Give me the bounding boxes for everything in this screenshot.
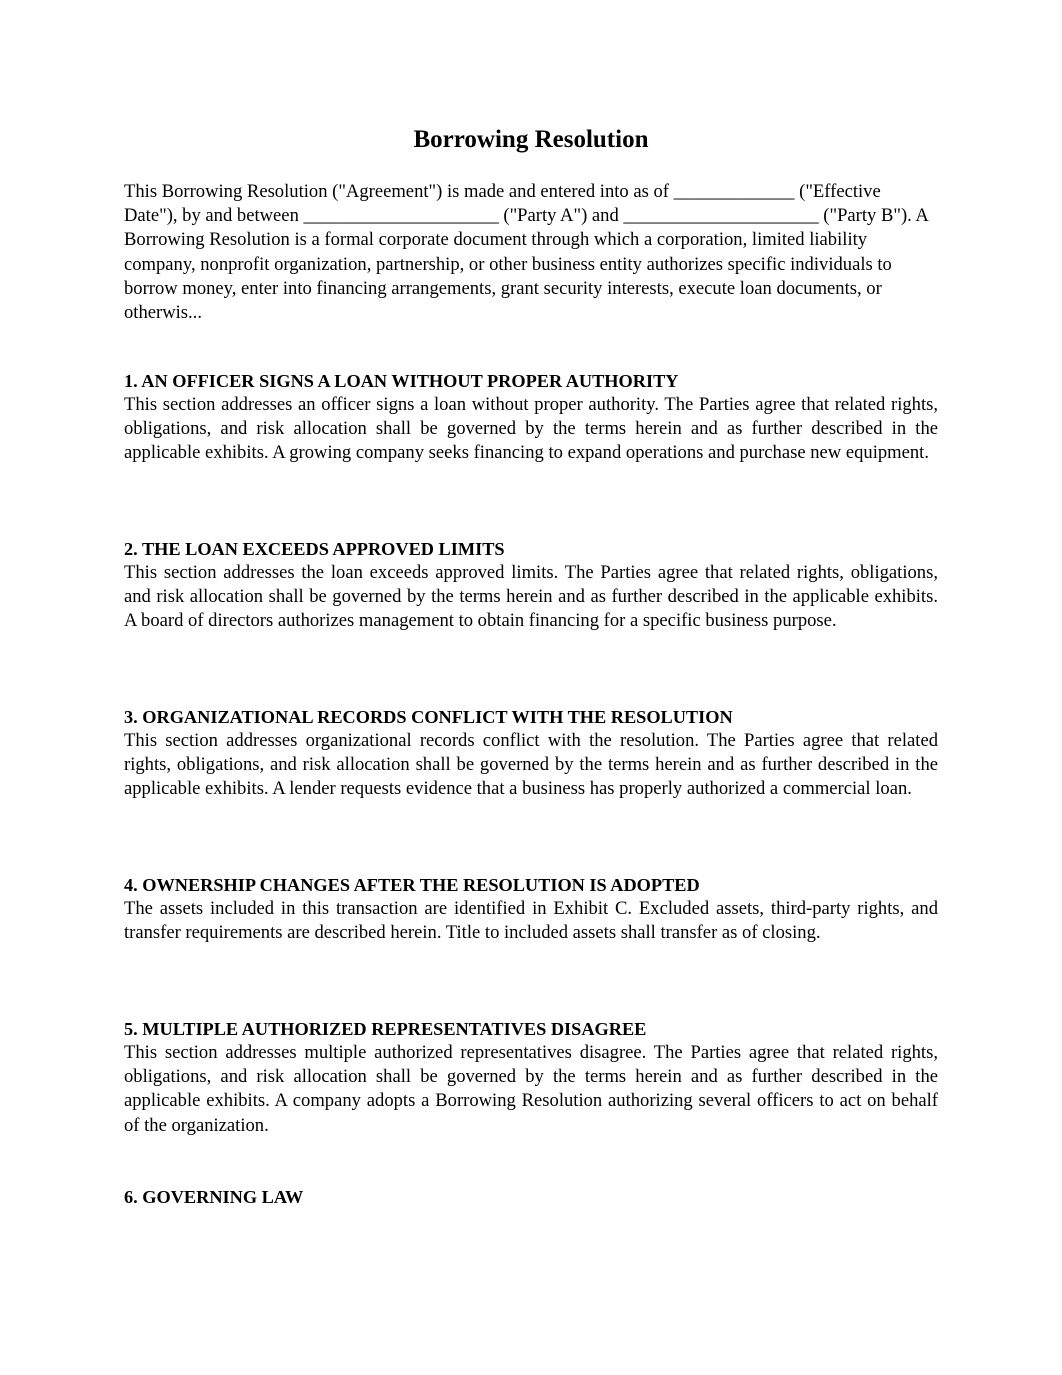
- section-heading: 3. ORGANIZATIONAL RECORDS CONFLICT WITH THE RESOLUTION: [124, 707, 733, 727]
- section-body: This section addresses organizational records conflict with the resolution. The Parties agree that related rights, obligations, and risk allocation shall be governed by the terms herein and as further described in the applicable exhibits. A lender requests evidence that a business has properly authorized a commercial loan.: [124, 730, 938, 800]
- section-6: [124, 1185, 938, 1209]
- section-5: [124, 1017, 938, 1138]
- section-heading: 1. AN OFFICER SIGNS A LOAN WITHOUT PROPER AUTHORITY: [124, 371, 679, 391]
- section-heading: 6. GOVERNING LAW: [124, 1187, 304, 1207]
- section-heading: 4. OWNERSHIP CHANGES AFTER THE RESOLUTION IS ADOPTED: [124, 875, 700, 895]
- intro-paragraph: This Borrowing Resolution ("Agreement") is made and entered into as of _____________ ("Effective Date"), by and between _____________________ ("Party A") and _____________________ ("Party B"). A Borrowing Resolution is a formal corporate document through which a corporation, limited liability company, nonprofit organization, partnership, or other business entity authorizes specific individuals to borrow money, enter into financing arrangements, grant security interests, execute loan documents, or otherwis...: [124, 181, 928, 324]
- section-3: [124, 705, 938, 802]
- section-body: This section addresses the loan exceeds approved limits. The Parties agree that related rights, obligations, and risk allocation shall be governed by the terms herein and as further described in the applicable exhibits. A board of directors authorizes management to obtain financing for a specific business purpose.: [124, 562, 938, 632]
- section-2: [124, 537, 938, 634]
- section-1: [124, 369, 938, 466]
- section-4: [124, 873, 938, 945]
- section-body: This section addresses multiple authorized representatives disagree. The Parties agree that related rights, obligations, and risk allocation shall be governed by the terms herein and as further described in the applicable exhibits. A company adopts a Borrowing Resolution authorizing several officers to act on behalf of the organization.: [124, 1042, 938, 1136]
- document-title: Borrowing Resolution: [413, 126, 649, 153]
- section-body: The assets included in this transaction are identified in Exhibit C. Excluded assets, third-party rights, and transfer requirements are described herein. Title to included assets shall transfer as of closing.: [124, 898, 938, 944]
- section-heading: 2. THE LOAN EXCEEDS APPROVED LIMITS: [124, 539, 505, 559]
- section-heading: 5. MULTIPLE AUTHORIZED REPRESENTATIVES DISAGREE: [124, 1019, 647, 1039]
- section-body: This section addresses an officer signs a loan without proper authority. The Parties agree that related rights, obligations, and risk allocation shall be governed by the terms herein and as further described in the applicable exhibits. A growing company seeks financing to expand operations and purchase new equipment.: [124, 394, 938, 464]
